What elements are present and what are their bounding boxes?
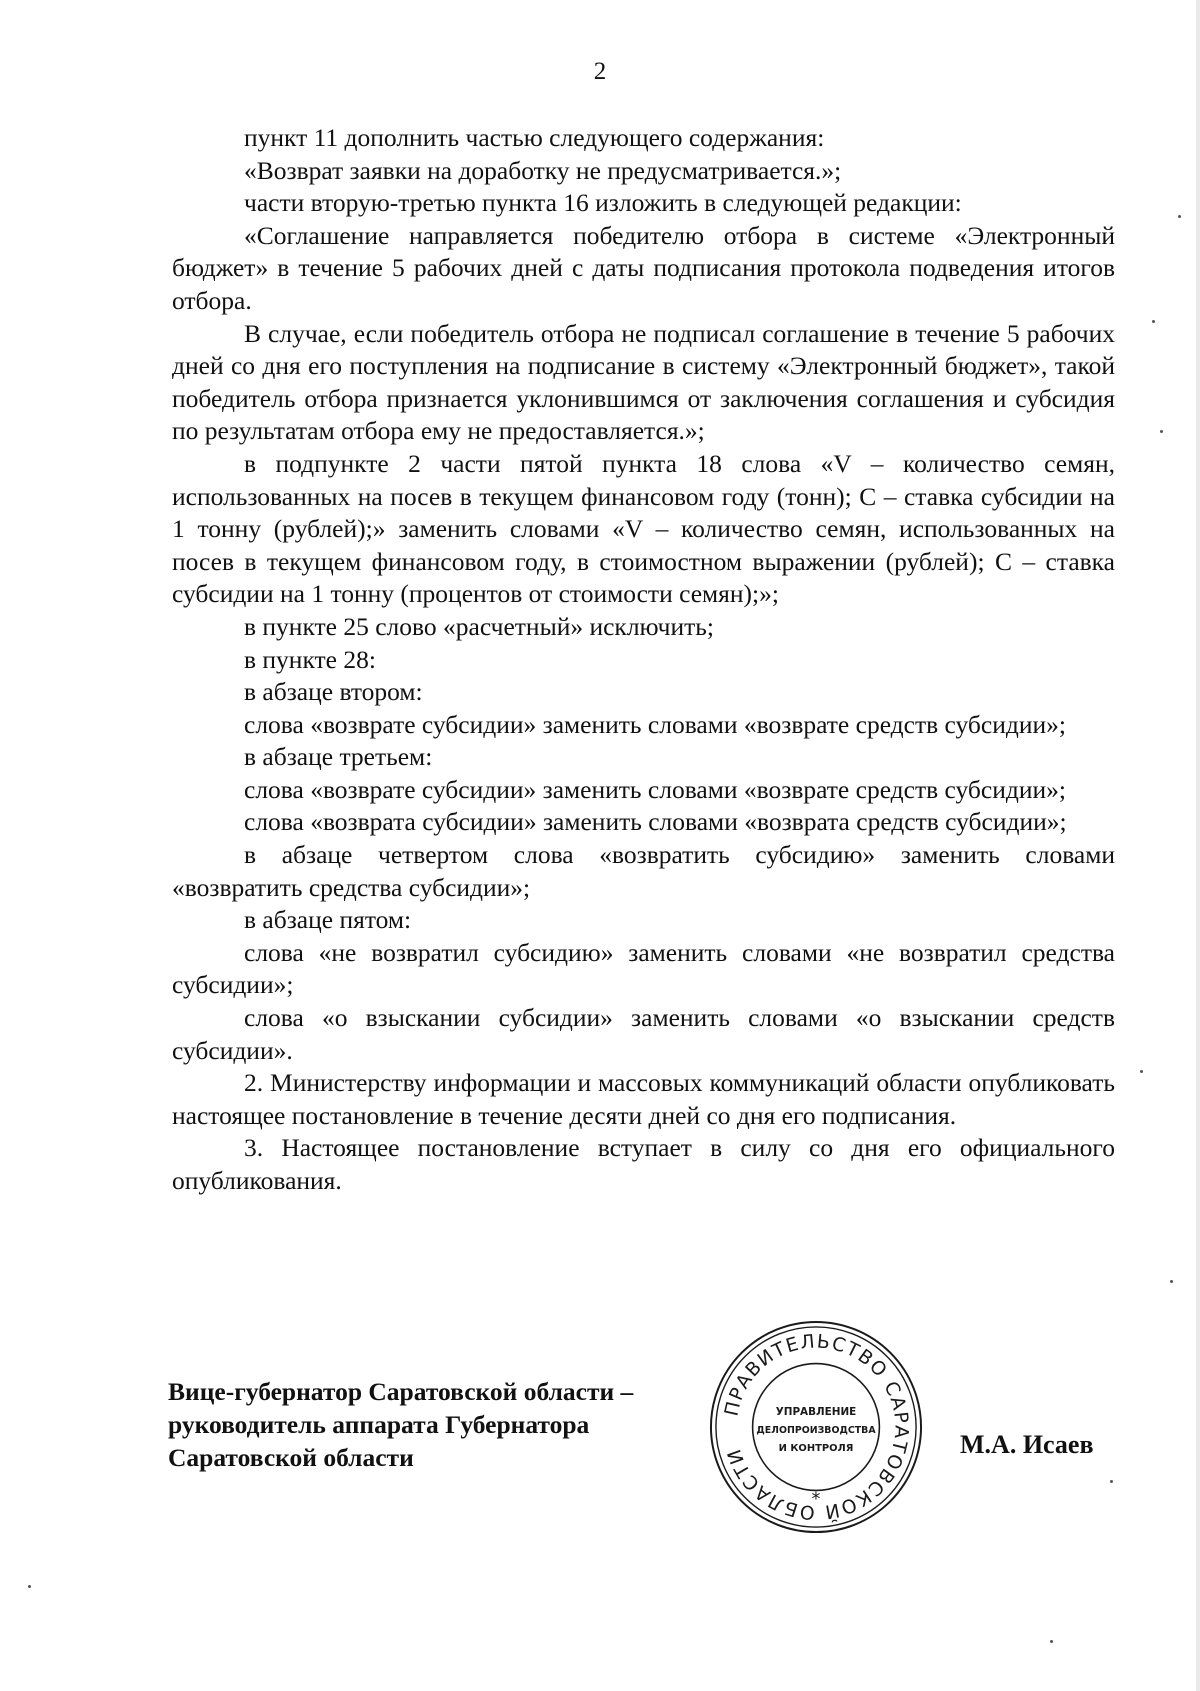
paragraph: в подпункте 2 части пятой пункта 18 слова «V – количество семян, использованных на посев в текущем финансовом году (тонн); С – ставка субсидии на 1 тонну (рублей);» заменить словами «V – количество семян, использованных на посев в текущем финансовом году, в стоимостном выражении (рублей); С – ставка субсидии на 1 тонну (процентов от стоимости семян);»; <box>172 448 1115 609</box>
signer-name: М.А. Исаев <box>960 1430 1094 1459</box>
scan-speck <box>1110 1480 1113 1483</box>
paragraph: В случае, если победитель отбора не подписал соглашение в течение 5 рабочих дней со дня его поступления на подписание в систему «Электронный бюджет», такой победитель отбора признается уклонившимся от заключения соглашения и субсидия по результатам отбора ему не предоставляется.»; <box>172 318 1115 446</box>
signatory-position <box>168 1375 633 1474</box>
stamp-center-line: УПРАВЛЕНИЕ <box>775 1406 857 1419</box>
scan-speck <box>1170 1280 1173 1283</box>
paragraph: слова «о взыскании субсидии» заменить словами «о взыскании средств субсидии». <box>172 1003 1115 1065</box>
paragraph: слова «возврате субсидии» заменить словами «возврате средств субсидии»; <box>244 709 1066 739</box>
paragraph: в абзаце четвертом слова «возвратить субсидию» заменить словами «возвратить средства субсидии»; <box>172 840 1115 902</box>
paragraph: в абзаце пятом: <box>244 905 412 935</box>
paragraph: части вторую-третью пункта 16 изложить в следующей редакции: <box>244 188 962 218</box>
scan-speck <box>1160 430 1163 433</box>
paragraph: в пункте 28: <box>244 644 376 674</box>
stamp-star: * <box>811 1488 821 1510</box>
paragraph: в пункте 25 слово «расчетный» исключить; <box>244 611 714 641</box>
paragraph: «Соглашение направляется победителю отбора в системе «Электронный бюджет» в течение 5 рабочих дней с даты подписания протокола подведения итогов отбора. <box>172 220 1115 315</box>
paragraph: слова «не возвратил субсидию» заменить словами «не возвратил средства субсидии»; <box>172 937 1115 1000</box>
signatory-line: Вице-губернатор Саратовской области – <box>168 1377 634 1406</box>
paragraph: в абзаце втором: <box>244 677 423 707</box>
paragraph: в абзаце третьем: <box>244 742 433 772</box>
scan-speck <box>1178 215 1181 218</box>
paragraph: пункт 11 дополнить частью следующего содержания: <box>244 123 825 152</box>
official-stamp <box>707 1318 925 1536</box>
paragraph: «Возврат заявки на доработку не предусматривается.»; <box>244 155 842 185</box>
stamp-center-line: ДЕЛОПРОИЗВОДСТВА <box>756 1424 876 1436</box>
paragraph: слова «возврата субсидии» заменить словами «возврата средств субсидии»; <box>244 807 1067 837</box>
stamp-ring-text: ПРАВИТЕЛЬСТВО САРАТОВСКОЙ ОБЛАСТИ <box>721 1331 912 1523</box>
paragraph: слова «возврате субсидии» заменить словами «возврате средств субсидии»; <box>244 774 1066 804</box>
document-body <box>172 122 1115 1198</box>
paragraph: 3. Настоящее постановление вступает в силу со дня его официального опубликования. <box>172 1133 1115 1195</box>
scan-edge <box>1196 0 1200 1691</box>
page-number: 2 <box>593 58 607 85</box>
stamp-center-line: И КОНТРОЛЯ <box>778 1442 854 1454</box>
scan-speck <box>1050 1640 1053 1643</box>
scan-speck <box>28 1585 31 1588</box>
scan-speck <box>1152 320 1155 323</box>
paragraph: 2. Министерству информации и массовых коммуникаций области опубликовать настоящее постановление в течение десяти дней со дня его подписания. <box>172 1068 1115 1130</box>
signatory-line: руководитель аппарата Губернатора <box>168 1410 590 1439</box>
scan-speck <box>1140 1070 1143 1073</box>
signatory-line: Саратовской области <box>168 1443 414 1472</box>
